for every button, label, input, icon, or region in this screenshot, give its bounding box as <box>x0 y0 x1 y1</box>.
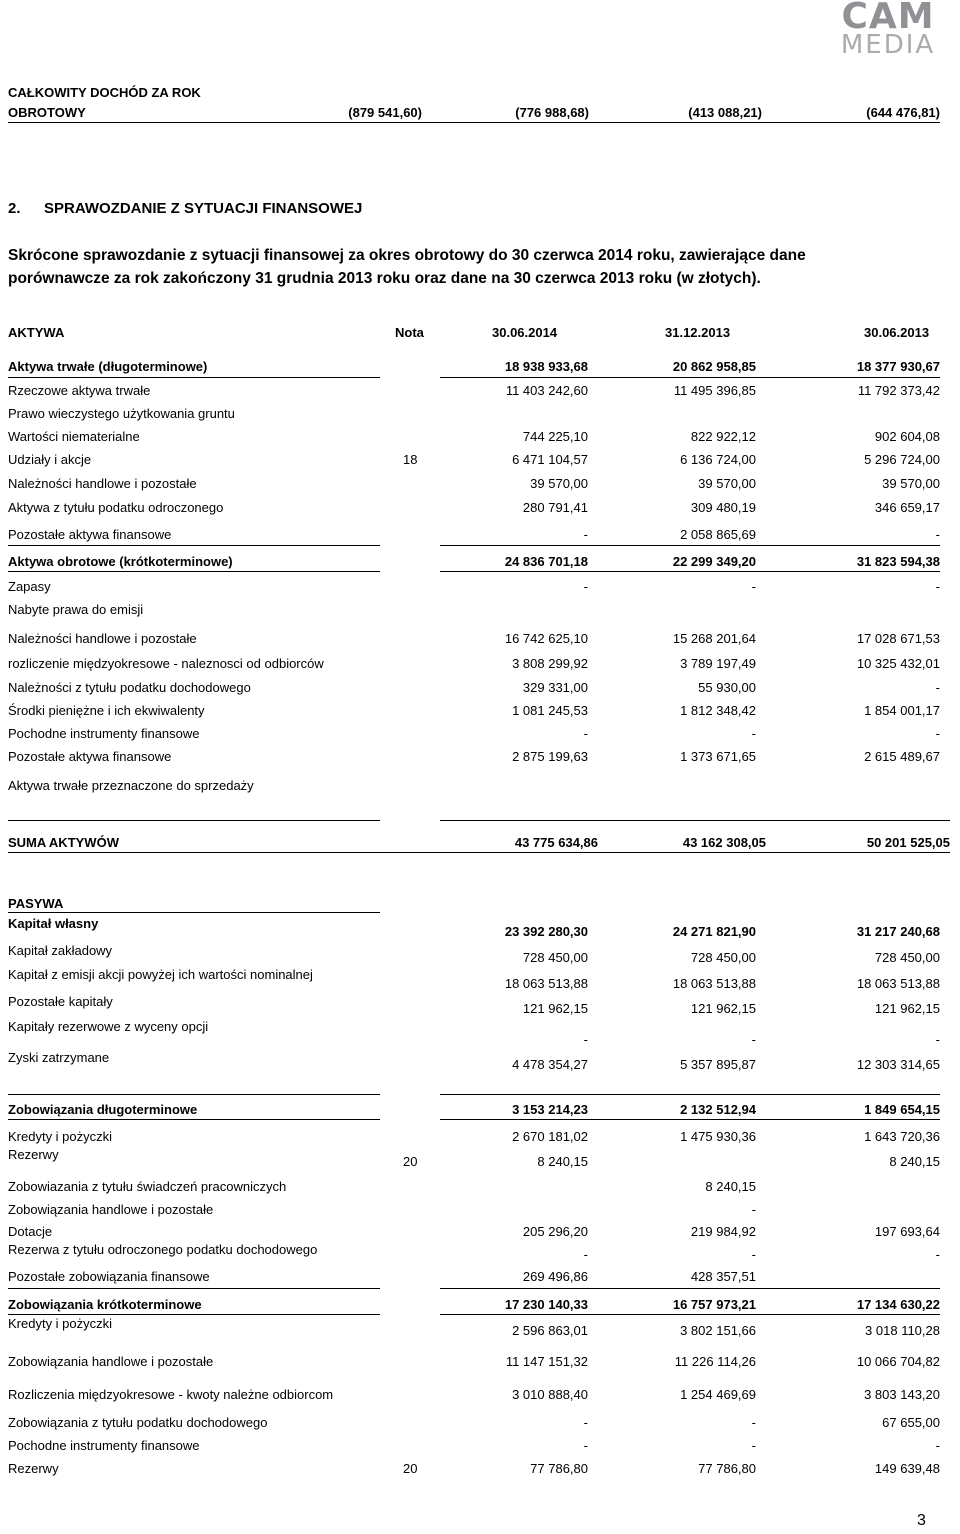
aktywa-row-v2: 2 058 865,69 <box>680 527 756 542</box>
aktywa-row-v3: 902 604,08 <box>874 429 940 444</box>
aktywa-row-label: Pochodne instrumenty finansowe <box>8 726 200 741</box>
aktywa-row-v2: 3 789 197,49 <box>680 656 756 671</box>
aktywa-nota-heading: Nota <box>395 325 424 340</box>
suma-bottom-divider <box>8 852 950 853</box>
pasywa-row-v2: 2 132 512,94 <box>680 1102 756 1117</box>
suma-aktywow-v2: 43 162 308,05 <box>682 835 766 850</box>
pasywa-row-v2: 11 226 114,26 <box>674 1354 756 1369</box>
aktywa-row-label: Prawo wieczystego użytkowania gruntu <box>8 406 235 421</box>
aktywa-row-label: Aktywa obrotowe (krótkoterminowe) <box>8 554 233 569</box>
summary-divider <box>8 122 940 123</box>
aktywa-row-v2: 22 299 349,20 <box>672 554 756 569</box>
pasywa-section-divider-left <box>8 1288 380 1289</box>
aktywa-row-label: Wartości niematerialne <box>8 429 140 444</box>
aktywa-row-v3: - <box>935 579 940 594</box>
summary-value-3: (413 088,21) <box>688 105 762 120</box>
aktywa-row-v3: 5 296 724,00 <box>864 452 940 467</box>
pasywa-row-v3: 3 803 143,20 <box>864 1387 940 1402</box>
pasywa-row-divider-right <box>440 1314 940 1315</box>
aktywa-row-v1: 16 742 625,10 <box>504 631 588 646</box>
aktywa-row-label: Należności handlowe i pozostałe <box>8 476 197 491</box>
pasywa-row-v1: 3 010 888,40 <box>512 1387 588 1402</box>
pasywa-divider <box>8 912 380 913</box>
aktywa-row-divider-right <box>440 377 940 378</box>
aktywa-row-v3: - <box>935 726 940 741</box>
aktywa-row-label: Aktywa trwałe (długoterminowe) <box>8 359 208 374</box>
pasywa-row-v2: 728 450,00 <box>690 950 756 965</box>
aktywa-row-v3: - <box>935 680 940 695</box>
pasywa-row-label: Pozostałe zobowiązania finansowe <box>8 1269 210 1284</box>
pasywa-row-label: Kapitał zakładowy <box>8 943 113 958</box>
pasywa-row-v1: - <box>583 1415 588 1430</box>
pasywa-row-v1: 2 596 863,01 <box>512 1323 588 1338</box>
summary-label-line2: OBROTOWY <box>8 105 86 120</box>
pasywa-row-v3: 1 849 654,15 <box>864 1102 940 1117</box>
pasywa-row-v3: 3 018 110,28 <box>865 1323 940 1338</box>
pasywa-row-label: Dotacje <box>8 1224 53 1239</box>
aktywa-row-v1: 18 938 933,68 <box>504 359 588 374</box>
aktywa-heading: AKTYWA <box>8 325 65 340</box>
aktywa-row-v1: - <box>583 527 588 542</box>
summary-value-1: (879 541,60) <box>348 105 422 120</box>
aktywa-row-label: Należności z tytułu podatku dochodowego <box>8 680 251 695</box>
intro-line-2: porównawcze za rok zakończony 31 grudnia 2013 roku oraz dane na 30 czerwca 2013 roku (w złotych). <box>8 270 761 287</box>
aktywa-row-label: Nabyte prawa do emisji <box>8 602 144 617</box>
suma-aktywow-label: SUMA AKTYWÓW <box>8 835 119 850</box>
aktywa-row-v3: 18 377 930,67 <box>856 359 940 374</box>
aktywa-row-label: Należności handlowe i pozostałe <box>8 631 197 646</box>
aktywa-row-v2: 1 373 671,65 <box>680 749 756 764</box>
pasywa-row-v3: 197 693,64 <box>874 1224 940 1239</box>
aktywa-row-v1: - <box>583 579 588 594</box>
pasywa-heading: PASYWA <box>8 896 64 911</box>
pasywa-row-v2: 18 063 513,88 <box>672 976 756 991</box>
pasywa-section-divider-left <box>8 1094 380 1095</box>
aktywa-col2-heading: 31.12.2013 <box>665 325 731 340</box>
aktywa-col3-heading: 30.06.2013 <box>864 325 930 340</box>
pasywa-row-label: Zyski zatrzymane <box>8 1050 110 1065</box>
pasywa-row-v2: 121 962,15 <box>690 1001 756 1016</box>
pasywa-row-label: Zobowiązania handlowe i pozostałe <box>8 1202 214 1217</box>
pasywa-row-label: Pochodne instrumenty finansowe <box>8 1438 200 1453</box>
aktywa-row-v1: 1 081 245,53 <box>512 703 588 718</box>
aktywa-row-label: Pozostałe aktywa finansowe <box>8 527 172 542</box>
pasywa-row-v2: 8 240,15 <box>705 1179 756 1194</box>
pasywa-row-v1: 17 230 140,33 <box>504 1297 588 1312</box>
pasywa-row-v1: 23 392 280,30 <box>504 924 588 939</box>
pasywa-row-label: Kredyty i pożyczki <box>8 1129 113 1144</box>
aktywa-row-divider-left <box>8 377 380 378</box>
aktywa-row-v1: 24 836 701,18 <box>504 554 588 569</box>
logo-line-media: MEDIA <box>840 30 936 60</box>
aktywa-row-v3: - <box>935 527 940 542</box>
pasywa-row-v2: 1 254 469,69 <box>680 1387 756 1402</box>
pasywa-row-v2: 219 984,92 <box>690 1224 756 1239</box>
pasywa-row-label: Rezerwy <box>8 1147 59 1162</box>
pasywa-row-v3: 12 303 314,65 <box>856 1057 940 1072</box>
pasywa-row-v3: 8 240,15 <box>889 1154 940 1169</box>
summary-value-2: (776 988,68) <box>515 105 589 120</box>
pasywa-row-v1: 205 296,20 <box>522 1224 588 1239</box>
aktywa-row-v2: 1 812 348,42 <box>680 703 756 718</box>
pasywa-row-v2: 1 475 930,36 <box>680 1129 756 1144</box>
aktywa-row-v1: 744 225,10 <box>522 429 588 444</box>
pasywa-row-label: Zobowiazania z tytułu świadczeń pracowniczych <box>8 1179 287 1194</box>
aktywa-row-v1: 6 471 104,57 <box>512 452 588 467</box>
pasywa-row-label: Zobowiązania z tytułu podatku dochodowego <box>8 1415 268 1430</box>
pasywa-row-label: Zobowiązania długoterminowe <box>8 1102 198 1117</box>
aktywa-row-v2: 309 480,19 <box>690 500 756 515</box>
pasywa-row-v2: 77 786,80 <box>698 1461 756 1476</box>
pasywa-row-v1: 11 147 151,32 <box>505 1354 588 1369</box>
pasywa-row-v1: 269 496,86 <box>522 1269 588 1284</box>
aktywa-row-v1: 3 808 299,92 <box>512 656 588 671</box>
pasywa-row-v1: 2 670 181,02 <box>512 1129 588 1144</box>
pasywa-row-v1: 4 478 354,27 <box>512 1057 588 1072</box>
aktywa-row-divider-left <box>8 571 380 572</box>
pasywa-row-divider-right <box>440 1119 940 1120</box>
aktywa-row-v2: 11 495 396,85 <box>673 383 756 398</box>
aktywa-row-v3: 1 854 001,17 <box>864 703 940 718</box>
summary-value-4: (644 476,81) <box>866 105 940 120</box>
pasywa-row-label: Zobowiązania krótkoterminowe <box>8 1297 202 1312</box>
pasywa-row-v2: - <box>751 1032 756 1047</box>
pasywa-row-v2: 24 271 821,90 <box>672 924 756 939</box>
pasywa-section-divider-right <box>440 1288 940 1289</box>
pasywa-row-v3: 67 655,00 <box>882 1415 940 1430</box>
pasywa-row-v3: - <box>935 1247 940 1262</box>
aktywa-row-label: Pozostałe aktywa finansowe <box>8 749 172 764</box>
pasywa-row-v3: 1 643 720,36 <box>864 1129 940 1144</box>
intro-line-1: Skrócone sprawozdanie z sytuacji finansowej za okres obrotowy do 30 czerwca 2014 roku, zawierające dane <box>8 247 806 264</box>
aktywa-row-v1: 11 403 242,60 <box>505 383 588 398</box>
section-title: SPRAWOZDANIE Z SYTUACJI FINANSOWEJ <box>44 200 363 217</box>
pasywa-row-v2: - <box>751 1438 756 1453</box>
aktywa-row-label: Rzeczowe aktywa trwałe <box>8 383 151 398</box>
company-logo <box>838 0 938 60</box>
pasywa-row-label: Kapitały rezerwowe z wyceny opcji <box>8 1019 209 1034</box>
pasywa-row-v3: 18 063 513,88 <box>856 976 940 991</box>
pasywa-row-v2: 5 357 895,87 <box>680 1057 756 1072</box>
pasywa-row-label: Rezerwa z tytułu odroczonego podatku dochodowego <box>8 1242 318 1257</box>
aktywa-row-v1: 329 331,00 <box>522 680 588 695</box>
aktywa-section-divider-right <box>440 545 940 546</box>
pasywa-row-v3: 728 450,00 <box>874 950 940 965</box>
pasywa-row-label: Pozostałe kapitały <box>8 994 113 1009</box>
aktywa-row-v1: 39 570,00 <box>530 476 588 491</box>
aktywa-row-v2: 822 922,12 <box>690 429 756 444</box>
pasywa-row-v3: 121 962,15 <box>874 1001 940 1016</box>
pasywa-row-v3: 17 134 630,22 <box>856 1297 940 1312</box>
aktywa-row-v2: 20 862 958,85 <box>672 359 756 374</box>
aktywa-row-label: Aktywa z tytułu podatku odroczonego <box>8 500 224 515</box>
aktywa-row-v2: - <box>751 726 756 741</box>
pasywa-row-v1: 77 786,80 <box>530 1461 588 1476</box>
logo-line-cam: CAM <box>841 0 935 37</box>
pasywa-row-v2: - <box>751 1247 756 1262</box>
pasywa-row-v3: - <box>935 1032 940 1047</box>
aktywa-row-label: rozliczenie międzyokresowe - naleznosci od odbiorców <box>8 656 324 671</box>
aktywa-row-v3: 346 659,17 <box>874 500 940 515</box>
pasywa-row-v1: - <box>583 1032 588 1047</box>
pasywa-row-label: Rezerwy <box>8 1461 59 1476</box>
aktywa-row-label: Udziały i akcje <box>8 452 92 467</box>
aktywa-row-v2: 6 136 724,00 <box>680 452 756 467</box>
pasywa-row-divider-left <box>8 1119 380 1120</box>
aktywa-row-v3: 11 792 373,42 <box>857 383 940 398</box>
aktywa-row-v1: 2 875 199,63 <box>512 749 588 764</box>
summary-label-line1: CAŁKOWITY DOCHÓD ZA ROK <box>8 85 201 100</box>
pasywa-row-v2: 16 757 973,21 <box>672 1297 756 1312</box>
pasywa-row-divider-left <box>8 1314 380 1315</box>
pasywa-row-v2: 428 357,51 <box>690 1269 756 1284</box>
pasywa-section-divider-right <box>440 1094 940 1095</box>
aktywa-row-v3: 2 615 489,67 <box>864 749 940 764</box>
pasywa-row-v1: - <box>583 1438 588 1453</box>
pasywa-row-v3: 10 066 704,82 <box>856 1354 940 1369</box>
aktywa-row-v3: 17 028 671,53 <box>856 631 940 646</box>
pasywa-row-v3: 31 217 240,68 <box>856 924 940 939</box>
pasywa-row-label: Kredyty i pożyczki <box>8 1316 113 1331</box>
pasywa-row-v2: - <box>751 1202 756 1217</box>
section-number: 2. <box>8 200 21 217</box>
aktywa-section-divider-left <box>8 545 380 546</box>
aktywa-row-v1: 280 791,41 <box>522 500 588 515</box>
pasywa-row-nota: 20 <box>403 1154 418 1169</box>
pasywa-row-label: Kapitał własny <box>8 916 99 931</box>
aktywa-row-v3: 31 823 594,38 <box>856 554 940 569</box>
suma-top-divider-left <box>8 820 380 821</box>
aktywa-row-label: Środki pieniężne i ich ekwiwalenty <box>8 703 205 718</box>
pasywa-row-v1: 3 153 214,23 <box>512 1102 588 1117</box>
aktywa-row-nota: 18 <box>403 452 418 467</box>
aktywa-row-v2: 15 268 201,64 <box>672 631 756 646</box>
aktywa-row-label: Aktywa trwałe przeznaczone do sprzedaży <box>8 778 254 793</box>
aktywa-row-label: Zapasy <box>8 579 51 594</box>
suma-aktywow-v1: 43 775 634,86 <box>514 835 598 850</box>
pasywa-row-label: Rozliczenia międzyokresowe - kwoty należne odbiorcom <box>8 1387 334 1402</box>
suma-aktywow-v3: 50 201 525,05 <box>866 835 950 850</box>
aktywa-row-v2: - <box>751 579 756 594</box>
aktywa-row-divider-right <box>440 571 940 572</box>
pasywa-row-v3: - <box>935 1438 940 1453</box>
suma-top-divider-right <box>440 820 950 821</box>
aktywa-row-v3: 10 325 432,01 <box>856 656 940 671</box>
pasywa-row-v3: 149 639,48 <box>874 1461 940 1476</box>
pasywa-row-v1: 121 962,15 <box>522 1001 588 1016</box>
pasywa-row-v1: 8 240,15 <box>537 1154 588 1169</box>
pasywa-row-v2: - <box>751 1415 756 1430</box>
pasywa-row-label: Zobowiązania handlowe i pozostałe <box>8 1354 214 1369</box>
pasywa-row-v1: - <box>583 1247 588 1262</box>
aktywa-row-v2: 39 570,00 <box>698 476 756 491</box>
aktywa-col1-heading: 30.06.2014 <box>492 325 558 340</box>
pasywa-row-v2: 3 802 151,66 <box>680 1323 756 1338</box>
aktywa-row-v1: - <box>583 726 588 741</box>
aktywa-row-v3: 39 570,00 <box>882 476 940 491</box>
pasywa-row-v1: 728 450,00 <box>522 950 588 965</box>
pasywa-row-v1: 18 063 513,88 <box>504 976 588 991</box>
aktywa-row-v2: 55 930,00 <box>698 680 756 695</box>
pasywa-row-nota: 20 <box>403 1461 418 1476</box>
page-number: 3 <box>917 1512 926 1529</box>
pasywa-row-label: Kapitał z emisji akcji powyżej ich wartości nominalnej <box>8 967 313 982</box>
